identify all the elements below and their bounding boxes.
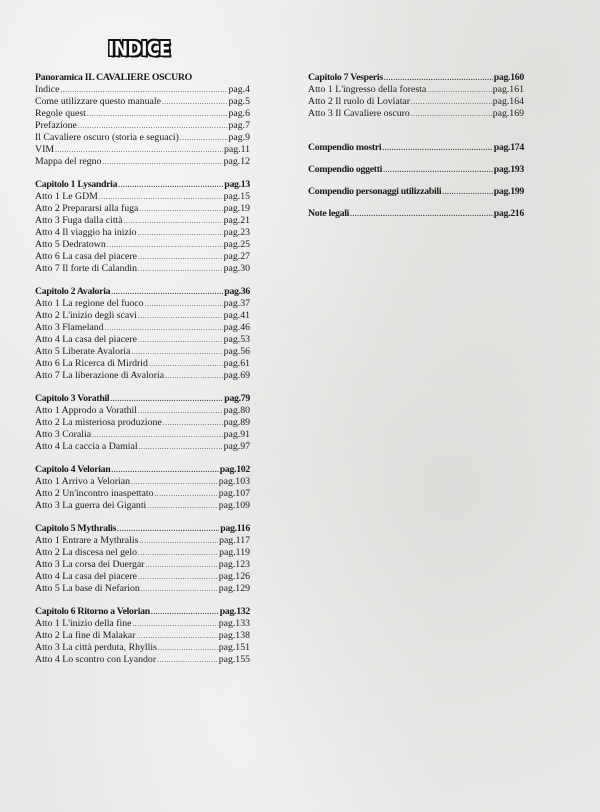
leader-dots [117,523,219,535]
leader-dots [118,179,223,191]
leader-dots [162,96,228,108]
toc-entry-label: Atto 7 Il forte di Calandin [35,263,138,274]
toc-entry-page: pag.138 [218,630,250,641]
toc-header-label: Compendio personaggi utilizzabili [308,186,442,197]
toc-entry-page: pag.9 [228,132,250,143]
leader-dots [384,72,493,84]
toc-entry [35,618,250,630]
toc-entry [35,84,250,96]
toc-entry [35,583,250,595]
toc-entry-page: pag.25 [223,239,250,250]
toc-entry [35,547,250,559]
leader-dots [350,208,493,220]
leader-dots [145,298,223,310]
leader-dots [180,132,228,144]
toc-section-header [35,179,250,191]
leader-dots [139,441,223,453]
toc-entry-page: pag.15 [223,191,250,202]
toc-header-page: pag.36 [224,286,250,297]
toc-entry-page: pag.7 [228,120,250,131]
toc-entry-label: Atto 2 La discesa nel gelo [35,547,138,558]
toc-entry-page: pag.129 [218,583,250,594]
toc-entry-page: pag.169 [492,108,524,119]
toc-section-chapter-7 [308,72,524,120]
toc-entry-label: Atto 5 Liberate Avaloria [35,346,131,357]
toc-entry [35,120,250,132]
leader-dots [138,547,218,559]
leader-dots [139,203,222,215]
toc-entry [35,535,250,547]
toc-header-label: Capitolo 3 Vorathil [35,393,110,404]
toc-header-label: Capitolo 4 Velorian [35,464,111,475]
leader-dots [155,488,218,500]
toc-entry [35,263,250,275]
leader-dots [411,108,492,120]
toc-header-page: pag.116 [220,523,250,534]
leader-dots [141,583,218,595]
leader-dots [131,476,218,488]
toc-appendix-legal [308,208,524,220]
toc-entry-label: Atto 4 Lo scontro con Lyandor [35,654,157,665]
leader-dots [138,571,218,583]
toc-section-header [35,606,250,618]
toc-appendix-characters [308,186,524,198]
toc-entry-page: pag.119 [219,547,250,558]
toc-entry-page: pag.11 [223,144,250,155]
toc-entry-page: pag.12 [223,156,250,167]
toc-entry [35,642,250,654]
toc-entry [35,417,250,429]
toc-section-header [35,286,250,298]
leader-dots [138,263,223,275]
toc-entry-label: Atto 1 Le GDM [35,191,98,202]
toc-left-column [35,72,250,677]
leader-dots [87,108,228,120]
leader-dots [138,334,223,346]
leader-dots [138,251,223,263]
toc-entry [35,144,250,156]
toc-entry [35,654,250,666]
toc-entry-page: pag.151 [218,642,250,653]
toc-entry-page: pag.103 [218,476,250,487]
toc-entry [35,322,250,334]
leader-dots [107,239,223,251]
toc-entry [35,251,250,263]
leader-dots [138,227,223,239]
leader-dots [138,405,223,417]
toc-header-label: Capitolo 5 Mythralis [35,523,117,534]
toc-entry-page: pag.89 [223,417,250,428]
toc-entry-page: pag.53 [223,334,250,345]
toc-section-chapter-5 [35,523,250,595]
toc-section-header [35,523,250,535]
leader-dots [165,370,223,382]
toc-entry [35,96,250,108]
toc-entry-label: Atto 1 Approdo a Vorathil [35,405,137,416]
toc-entry-label: Atto 2 Il ruolo di Loviatar [308,96,411,107]
toc-entry-label: Atto 1 L'inizio della fine [35,618,132,629]
toc-entry-label: VIM [35,144,55,155]
toc-entry-page: pag.5 [228,96,250,107]
toc-entry-page: pag.117 [219,535,250,546]
toc-entry-page: pag.91 [223,429,250,440]
toc-entry-page: pag.133 [218,618,250,629]
leader-dots [99,191,223,203]
toc-entry-page: pag.69 [223,370,250,381]
toc-header-page: pag.132 [219,606,250,617]
toc-entry-label: Atto 3 La guerra dei Giganti [35,500,147,511]
toc-entry-label: Atto 2 L'inizio degli scavi [35,310,137,321]
toc-entry-label: Atto 2 La fine di Malakar [35,630,136,641]
toc-right-column [308,72,524,220]
toc-entry-page: pag.97 [223,441,250,452]
toc-entry-page: pag.164 [492,96,524,107]
toc-entry [35,346,250,358]
toc-entry-label: Atto 3 La corsa dei Duergar [35,559,145,570]
toc-header-page: pag.13 [224,179,250,190]
leader-dots [147,500,217,512]
leader-dots [136,630,217,642]
toc-entry-page: pag.30 [223,263,250,274]
toc-header-label: Capitolo 2 Avaloria [35,286,111,297]
toc-entry [308,96,524,108]
toc-entry-page: pag.109 [218,500,250,511]
toc-entry-label: Atto 2 La misteriosa produzione [35,417,162,428]
leader-dots [163,417,223,429]
toc-header-page: pag.79 [224,393,250,404]
leader-dots [132,618,217,630]
toc-entry [35,334,250,346]
toc-entry-label: Atto 1 L'ingresso della foresta [308,84,427,95]
leader-dots [102,156,222,168]
toc-header-page: pag.216 [493,208,524,219]
toc-entry-label: Atto 4 La casa del piacere [35,334,137,345]
toc-entry-label: Atto 5 La base di Nefarion [35,583,140,594]
toc-entry-page: pag.27 [223,251,250,262]
toc-entry-page: pag.37 [223,298,250,309]
leader-dots [139,535,218,547]
toc-entry [35,500,250,512]
toc-entry-label: Atto 4 La caccia a Damial [35,441,138,452]
toc-header-page: pag.102 [219,464,250,475]
toc-entry-label: Atto 7 La liberazione di Avaloria [35,370,165,381]
toc-entry-label: Atto 2 Un'incontro inaspettato [35,488,154,499]
toc-entry-label: Mappa del regno [35,156,102,167]
toc-section-header [35,393,250,405]
toc-section-header [308,164,524,176]
toc-entry [35,441,250,453]
toc-section-header [308,186,524,198]
toc-header-label: Panoramica IL CAVALIERE OSCURO [35,72,192,83]
toc-entry-label: Atto 3 Fuga dalla città [35,215,123,226]
leader-dots [111,464,218,476]
toc-entry-page: pag.41 [223,310,250,321]
toc-entry [35,203,250,215]
toc-header-label: Capitolo 6 Ritorno a Velorian [35,606,150,617]
toc-header-page: pag.174 [493,142,524,153]
leader-dots [131,346,222,358]
toc-entry-label: Atto 3 Coralia [35,429,92,440]
toc-entry [35,298,250,310]
toc-appendix-monsters [308,142,524,154]
toc-section-chapter-4 [35,464,250,512]
toc-entry-page: pag.107 [218,488,250,499]
toc-header-label: Compendio oggetti [308,164,383,175]
toc-entry-page: pag.56 [223,346,250,357]
toc-entry-page: pag.46 [223,322,250,333]
leader-dots [383,164,493,176]
toc-entry-page: pag.6 [228,108,250,119]
toc-entry [35,310,250,322]
toc-entry-label: Atto 6 La Ricerca di Mirdrid [35,358,148,369]
toc-header-label: Compendio mostri [308,142,382,153]
leader-dots [111,286,223,298]
toc-section-header [308,208,524,220]
toc-section-chapter-2 [35,286,250,382]
toc-header-page: pag.199 [493,186,524,197]
toc-entry [35,429,250,441]
leader-dots [78,120,228,132]
toc-entry-label: Indice [35,84,60,95]
toc-entry-page: pag.123 [218,559,250,570]
toc-entry-page: pag.80 [223,405,250,416]
toc-entry [35,488,250,500]
toc-section-header [308,72,524,84]
toc-entry-label: Regole quest [35,108,86,119]
toc-entry [35,630,250,642]
leader-dots [151,606,219,618]
toc-entry-page: pag.4 [228,84,250,95]
toc-entry-page: pag.161 [492,84,524,95]
toc-entry-label: Atto 3 La città perduta, Rhyllis [35,642,157,653]
toc-entry [35,227,250,239]
toc-entry [35,559,250,571]
toc-entry [35,156,250,168]
toc-entry-page: pag.126 [218,571,250,582]
toc-entry [35,239,250,251]
toc-entry-label: Atto 4 La casa del piacere [35,571,137,582]
leader-dots [138,310,223,322]
toc-entry-label: Atto 6 La casa del piacere [35,251,137,262]
toc-entry [35,405,250,417]
toc-entry [35,215,250,227]
leader-dots [105,322,223,334]
toc-section-header [308,142,524,154]
toc-entry-label: Atto 1 Arrivo a Velorian [35,476,131,487]
toc-entry-label: Atto 2 Prepararsi alla fuga [35,203,139,214]
toc-entry-page: pag.61 [223,358,250,369]
leader-dots [55,144,223,156]
toc-entry-label: Come utilizzare questo manuale [35,96,161,107]
toc-header-label: Capitolo 1 Lysandria [35,179,118,190]
toc-entry-label: Atto 4 Il viaggio ha inizio [35,227,137,238]
toc-appendix-items [308,164,524,176]
leader-dots [158,642,218,654]
toc-section-chapter-6 [35,606,250,666]
toc-entry [308,108,524,120]
toc-entry-page: pag.19 [223,203,250,214]
toc-section-chapter-1 [35,179,250,275]
toc-header-label: Note legali [308,208,350,219]
toc-entry [35,132,250,144]
toc-entry-label: Atto 3 Il Cavaliere oscuro [308,108,410,119]
leader-dots [157,654,218,666]
toc-header-page: pag.160 [493,72,524,83]
toc-entry [35,571,250,583]
leader-dots [411,96,492,108]
page-title: INDICE [108,38,171,61]
toc-entry [35,476,250,488]
toc-entry-page: pag.155 [218,654,250,665]
toc-entry-page: pag.21 [223,215,250,226]
leader-dots [442,186,492,198]
toc-entry-label: Atto 1 Entrare a Mythralis [35,535,139,546]
toc-section-chapter-3 [35,393,250,453]
toc-entry-label: Atto 3 Flameland [35,322,104,333]
toc-entry [35,358,250,370]
leader-dots [382,142,492,154]
toc-entry-label: Prefazione [35,120,77,131]
leader-dots [124,215,223,227]
toc-header-page: pag.193 [493,164,524,175]
toc-entry-page: pag.23 [223,227,250,238]
toc-entry-label: Il Cavaliere oscuro (storia e seguaci) [35,132,179,143]
leader-dots [92,429,223,441]
leader-dots [110,393,223,405]
toc-entry-label: Atto 5 Dedratown [35,239,106,250]
leader-dots [149,358,223,370]
toc-entry-label: Atto 1 La regione del fuoco [35,298,144,309]
leader-dots [145,559,217,571]
toc-entry [35,191,250,203]
toc-entry [35,370,250,382]
toc-section-header [35,464,250,476]
toc-entry [308,84,524,96]
toc-header-label: Capitolo 7 Vesperis [308,72,383,83]
toc-entry [35,108,250,120]
leader-dots [60,84,227,96]
toc-section-overview [35,72,250,168]
leader-dots [427,84,491,96]
toc-section-header [35,72,250,84]
